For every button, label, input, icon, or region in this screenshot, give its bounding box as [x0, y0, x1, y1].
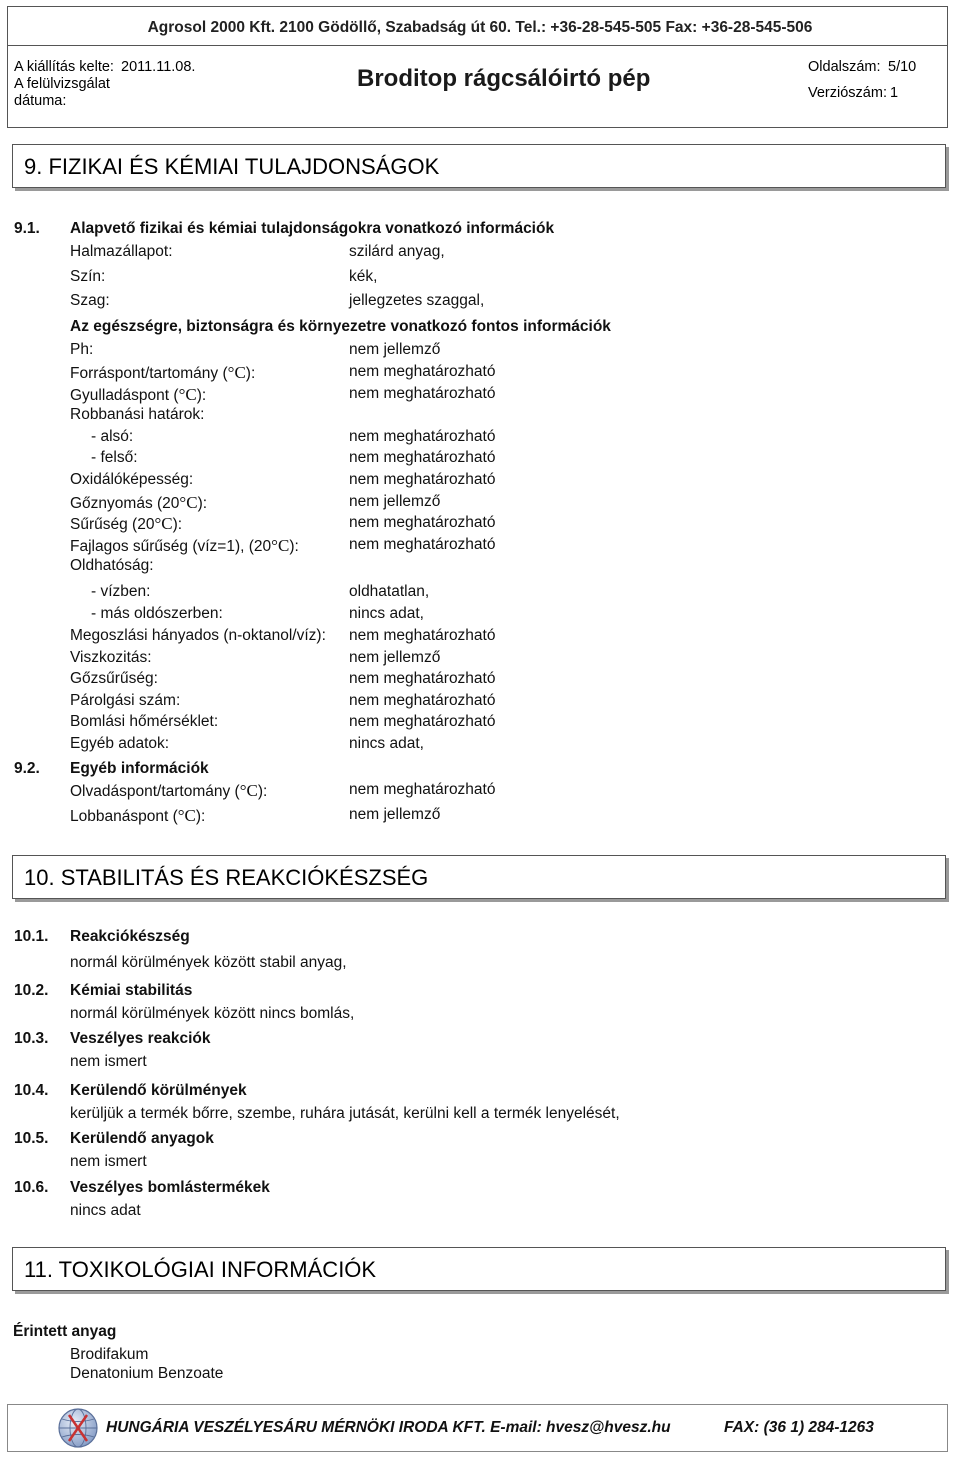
subsection-title: Kerülendő körülmények — [70, 1082, 247, 1099]
subsection-text: normál körülmények között nincs bomlás, — [70, 1005, 355, 1022]
property-value: nem meghatározható — [349, 627, 496, 644]
product-title: Broditop rágcsálóirtó pép — [357, 65, 651, 92]
property-value: nem meghatározható — [349, 428, 496, 445]
subsection-text: nem ismert — [70, 1153, 147, 1170]
subsection-text: nincs adat — [70, 1202, 141, 1219]
property-label — [70, 385, 206, 405]
review-label-2: dátuma: — [14, 93, 67, 109]
subsection-number: 10.4. — [14, 1082, 49, 1099]
property-label: Oldhatóság: — [70, 557, 154, 574]
property-value: nem meghatározható — [349, 713, 496, 730]
label-text: Gőznyomás (20 — [70, 495, 180, 512]
property-value: nem jellemző — [349, 806, 441, 823]
property-value: nem meghatározható — [349, 471, 496, 488]
sub-9-1-title: Alapvető fizikai és kémiai tulajdonságokra vonatkozó információk — [70, 220, 555, 237]
label-suffix: ): — [257, 783, 268, 800]
footer-fax: FAX: (36 1) 284-1263 — [724, 1419, 874, 1436]
unit-celsius: °C — [178, 385, 197, 404]
label-text: Lobbanáspont ( — [70, 808, 178, 825]
unit-celsius: °C — [227, 363, 246, 382]
subsection-title: Kémiai stabilitás — [70, 982, 193, 999]
footer-company: HUNGÁRIA VESZÉLYESÁRU MÉRNÖKI IRODA KFT. E-mail: hvesz@hvesz.hu — [106, 1419, 671, 1436]
property-label: Ph: — [70, 341, 94, 358]
version-label: Verziószám: — [808, 85, 887, 101]
property-label: - vízben: — [91, 583, 151, 600]
property-label: Robbanási határok: — [70, 406, 205, 423]
property-value: nem meghatározható — [349, 536, 496, 553]
section-9-title: 9. FIZIKAI ÉS KÉMIAI TULAJDONSÁGOK — [24, 154, 440, 179]
property-label — [70, 806, 205, 826]
property-label: - más oldószerben: — [91, 605, 223, 622]
property-value: nem meghatározható — [349, 692, 496, 709]
property-label: Egyéb adatok: — [70, 735, 170, 752]
sub-9-2-number: 9.2. — [14, 760, 40, 777]
label-text: Olvadáspont/tartomány ( — [70, 783, 240, 800]
property-value: nem jellemző — [349, 493, 441, 510]
property-value: oldhatatlan, — [349, 583, 430, 600]
issue-label: A kiállítás kelte: — [14, 59, 114, 75]
property-value: nem meghatározható — [349, 449, 496, 466]
property-label — [70, 514, 182, 534]
property-label: - alsó: — [91, 428, 134, 445]
property-label: - felső: — [91, 449, 138, 466]
review-label-1: A felülvizsgálat — [14, 76, 110, 92]
page-value: 5/10 — [888, 59, 917, 75]
unit-celsius: °C — [154, 514, 173, 533]
property-label — [70, 536, 299, 556]
subsection-title: Veszélyes reakciók — [70, 1030, 211, 1047]
subsection-number: 10.1. — [14, 928, 49, 945]
label-text: Forráspont/tartomány ( — [70, 365, 228, 382]
subsection-number: 10.3. — [14, 1030, 49, 1047]
property-label — [70, 493, 207, 513]
property-value: jellegzetes szaggal, — [349, 292, 485, 309]
affected-substance-label: Érintett anyag — [13, 1323, 117, 1340]
section-9-header — [12, 144, 946, 188]
subsection-number: 10.5. — [14, 1130, 49, 1147]
property-label — [70, 781, 267, 801]
property-value: kék, — [349, 268, 378, 285]
property-label: Viszkozitás: — [70, 649, 152, 666]
property-value: nem meghatározható — [349, 781, 496, 798]
substance-item: Brodifakum — [70, 1346, 149, 1363]
subsection-title: Kerülendő anyagok — [70, 1130, 214, 1147]
section-10-title: 10. STABILITÁS ÉS REAKCIÓKÉSZSÉG — [24, 865, 429, 890]
property-label: Szín: — [70, 268, 106, 285]
health-info-title: Az egészségre, biztonságra és környezetre vonatkozó fontos információk — [70, 318, 611, 335]
label-text: Fajlagos sűrűség (víz=1), (20 — [70, 538, 272, 555]
label-suffix: ): — [197, 495, 208, 512]
subsection-title: Reakciókészség — [70, 928, 190, 945]
subsection-text: kerüljük a termék bőrre, szembe, ruhára jutását, kerülni kell a termék lenyelését, — [70, 1105, 620, 1122]
section-11-header — [12, 1247, 946, 1291]
property-label: Gőzsűrűség: — [70, 670, 158, 687]
header-divider — [7, 45, 948, 46]
property-label — [70, 363, 255, 383]
subsection-text: nem ismert — [70, 1053, 147, 1070]
unit-celsius: °C — [177, 806, 196, 825]
property-value: nem meghatározható — [349, 514, 496, 531]
label-suffix: ): — [289, 538, 299, 555]
label-suffix: ): — [245, 365, 256, 382]
property-value: nem meghatározható — [349, 363, 496, 380]
subsection-number: 10.2. — [14, 982, 49, 999]
property-value: nincs adat, — [349, 735, 424, 752]
company-line: Agrosol 2000 Kft. 2100 Gödöllő, Szabadság út 60. Tel.: +36-28-545-505 Fax: +36-28-545-506 — [147, 19, 813, 36]
unit-celsius: °C — [239, 781, 258, 800]
property-label: Bomlási hőmérséklet: — [70, 713, 219, 730]
unit-celsius: °C — [271, 536, 290, 555]
sub-9-2-title: Egyéb információk — [70, 760, 209, 777]
property-value: nem jellemző — [349, 649, 441, 666]
label-text: Sűrűség (20 — [70, 516, 155, 533]
property-label: Szag: — [70, 292, 110, 309]
property-value: nem meghatározható — [349, 670, 496, 687]
property-label: Halmazállapot: — [70, 243, 173, 260]
issue-date: 2011.11.08. — [121, 59, 196, 75]
property-label: Párolgási szám: — [70, 692, 181, 709]
page-label: Oldalszám: — [808, 59, 881, 75]
label-suffix: ): — [172, 516, 183, 533]
property-label: Megoszlási hányados (n-oktanol/víz): — [70, 627, 326, 644]
property-value: nem meghatározható — [349, 385, 496, 402]
globe-logo-icon — [56, 1406, 100, 1450]
subsection-text: normál körülmények között stabil anyag, — [70, 954, 347, 971]
label-suffix: ): — [195, 808, 206, 825]
label-text: Gyulladáspont ( — [70, 387, 179, 404]
subsection-number: 10.6. — [14, 1179, 49, 1196]
property-value: szilárd anyag, — [349, 243, 445, 260]
section-10-header — [12, 855, 946, 899]
label-suffix: ): — [196, 387, 207, 404]
subsection-title: Veszélyes bomlástermékek — [70, 1179, 270, 1196]
sub-9-1-number: 9.1. — [14, 220, 40, 237]
section-11-title: 11. TOXIKOLÓGIAI INFORMÁCIÓK — [24, 1257, 377, 1282]
unit-celsius: °C — [179, 493, 198, 512]
property-value: nem jellemző — [349, 341, 441, 358]
version-value: 1 — [890, 85, 899, 101]
property-label: Oxidálóképesség: — [70, 471, 194, 488]
substance-item: Denatonium Benzoate — [70, 1365, 224, 1382]
property-value: nincs adat, — [349, 605, 424, 622]
